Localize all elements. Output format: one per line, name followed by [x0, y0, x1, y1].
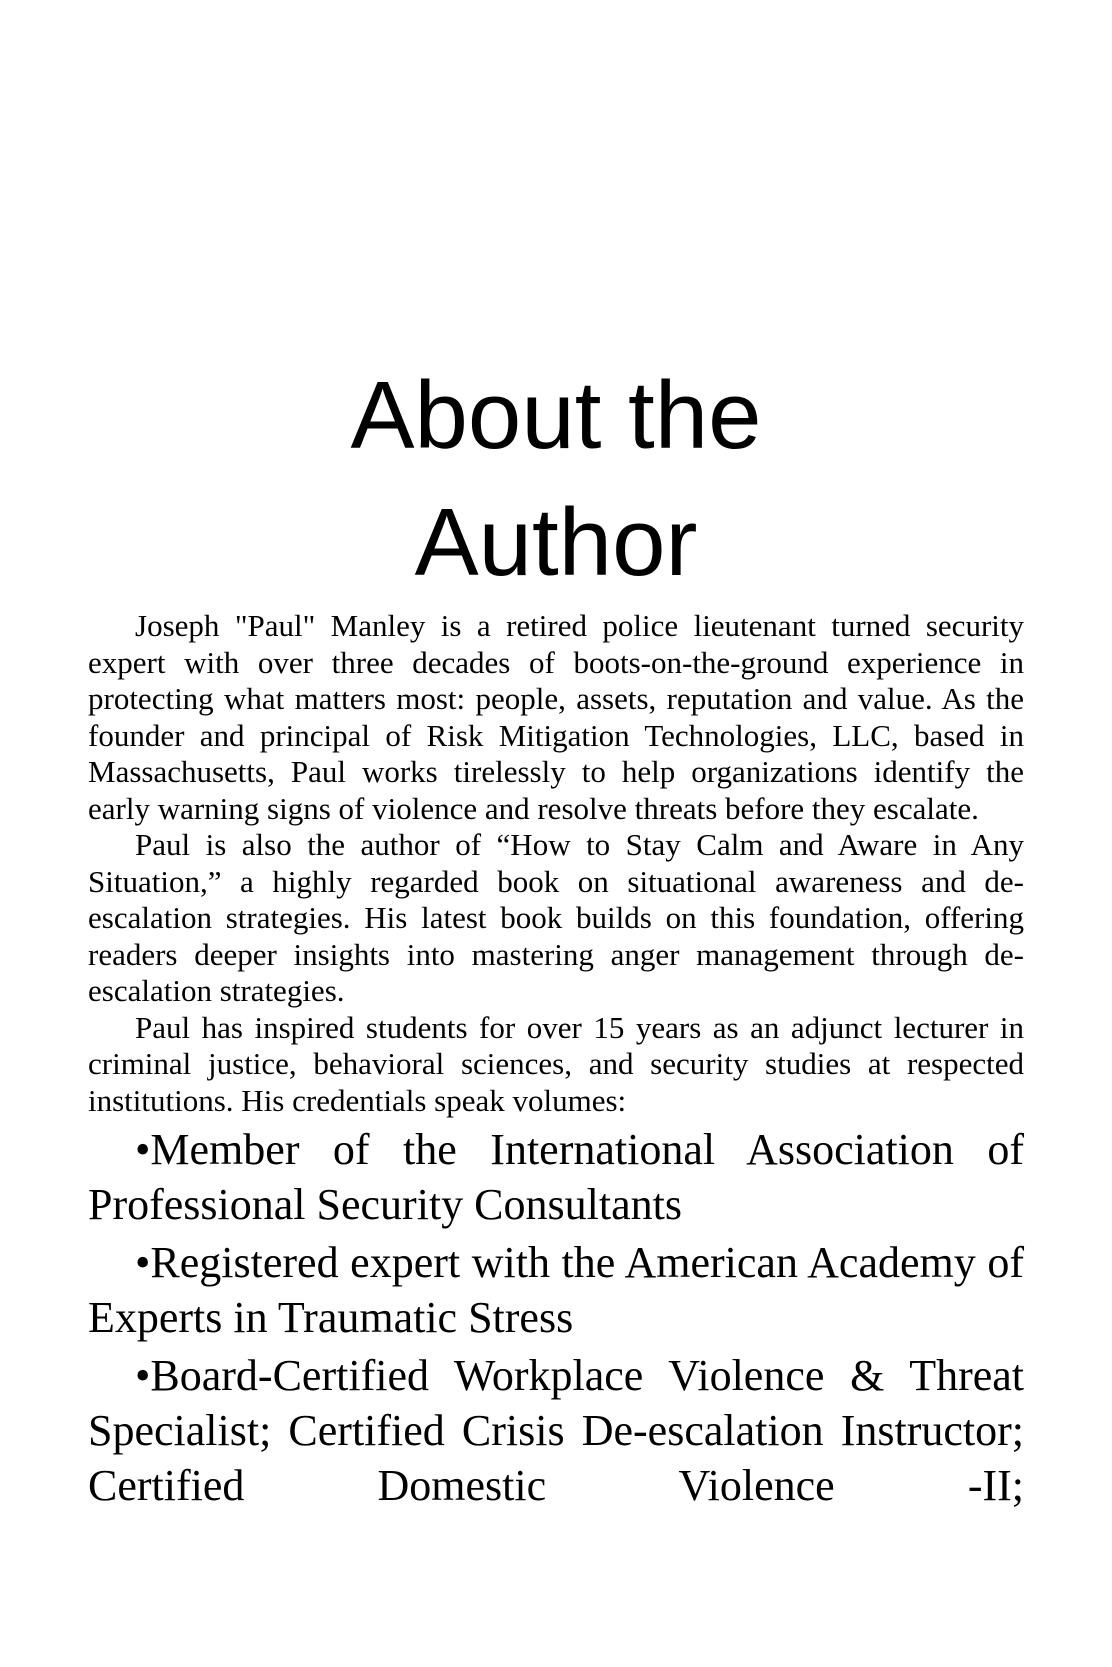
- credential-text: Member of the International Association of Professional Security Consultants: [88, 1125, 1024, 1229]
- credentials-list: [88, 1122, 1024, 1513]
- credential-text: Registered expert with the American Academy of Experts in Traumatic Stress: [88, 1238, 1024, 1342]
- bullet-icon: •: [135, 1351, 151, 1400]
- body-paragraph: Paul is also the author of “How to Stay Calm and Aware in Any Situation,” a highly regarded book on situational awareness and de-escalation strategies. His latest book builds on this foundation, offering readers deeper insights into mastering anger management through de-escalation strategies.: [88, 827, 1024, 1008]
- body-text-block: [88, 608, 1024, 1119]
- credential-text: Board-Certified Workplace Violence & Threat Specialist; Certified Crisis De-escalation Instructor; Certified Domestic Violence -II;: [88, 1351, 1024, 1510]
- credential-item: [88, 1235, 1024, 1345]
- bullet-icon: •: [135, 1125, 151, 1174]
- credential-item: [88, 1122, 1024, 1232]
- body-paragraph: Joseph "Paul" Manley is a retired police lieutenant turned security expert with over three decades of boots-on-the-ground experience in protecting what matters most: people, assets, reputation and value. As the founder and principal of Risk Mitigation Technologies, LLC, based in Massachusetts, Paul works tirelessly to help organizations identify the early warning signs of violence and resolve threats before they escalate.: [88, 608, 1024, 826]
- body-paragraph: Paul has inspired students for over 15 years as an adjunct lecturer in criminal justice, behavioral sciences, and security studies at respected institutions. His credentials speak volumes:: [88, 1009, 1024, 1118]
- credential-item: [88, 1348, 1024, 1513]
- page-title: About the Author: [350, 362, 762, 596]
- bullet-icon: •: [135, 1238, 151, 1287]
